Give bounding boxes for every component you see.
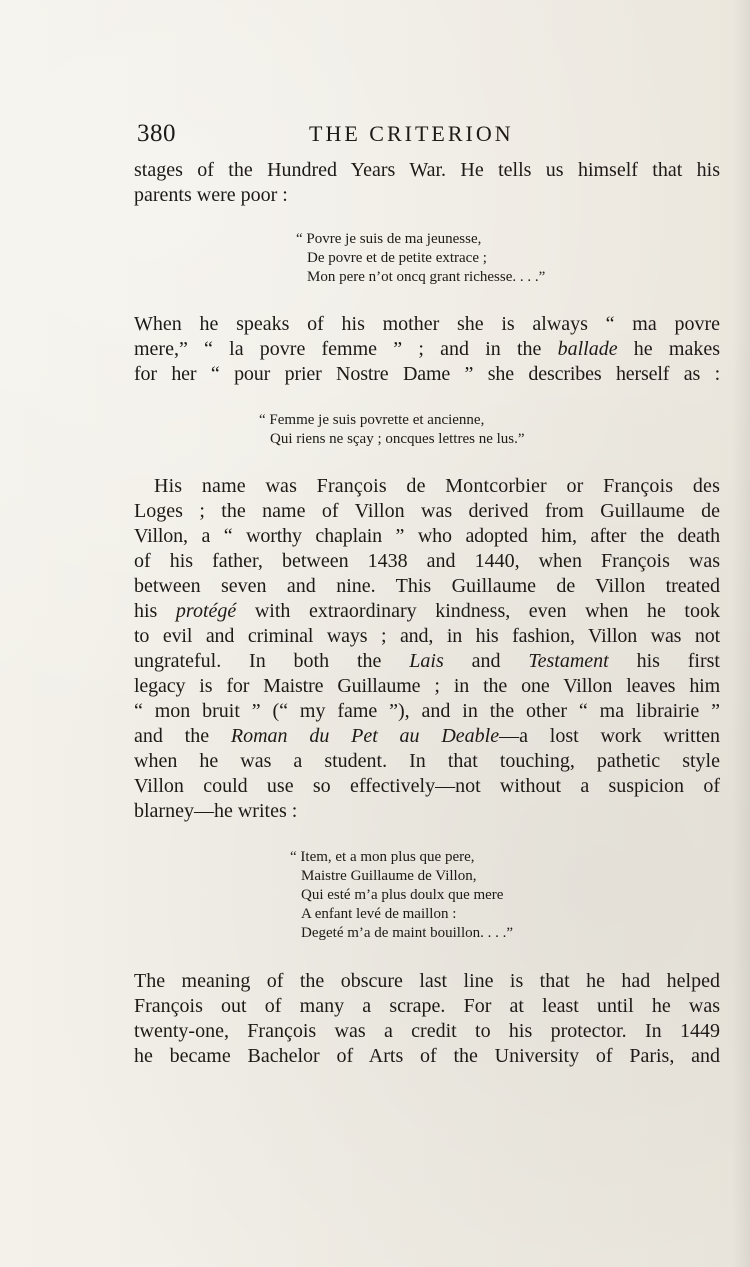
verse-quote-3: [290, 848, 513, 943]
paragraph-3-line-10: “ mon bruit ” (“ my fame ”), and in the other “ ma librairie ”: [134, 700, 720, 722]
paragraph-3-line-4: of his father, between 1438 and 1440, when François was: [134, 550, 720, 572]
paragraph-3-line-8-text-before: ungrateful. In both the: [134, 650, 410, 672]
protege-italic: protégé: [175, 600, 237, 622]
paragraph-3-line-14: blarney—he writes :: [134, 800, 298, 822]
verse-quote-1-line-1: “ Povre je suis de ma jeunesse,: [296, 231, 482, 247]
paragraph-2-line-2-text-after: he makes: [617, 338, 720, 360]
paragraph-1: [134, 158, 720, 208]
verse-quote-3-line-5: Degeté m’a de maint bouillon. . . .”: [301, 925, 514, 941]
paragraph-3-line-11-text-after: —a lost work written: [499, 725, 720, 747]
paragraph-3-line-12: when he was a student. In that touching, pathetic style: [134, 750, 720, 772]
roman-du-pet-au-deable-italic: Roman du Pet au Deable: [230, 725, 500, 747]
paragraph-3-line-8: [134, 649, 720, 674]
paragraph-3-line-2: Loges ; the name of Villon was derived from Guillaume de: [134, 500, 720, 522]
paragraph-4-line-1: The meaning of the obscure last line is that he had helped: [134, 970, 720, 992]
testament-italic: Testament: [528, 650, 609, 672]
paragraph-3-line-9: legacy is for Maistre Guillaume ; in the one Villon leaves him: [134, 675, 720, 697]
paragraph-2-line-3: for her “ pour prier Nostre Dame ” she describes herself as :: [134, 363, 720, 385]
paragraph-3-line-6-text-before: his: [134, 600, 176, 622]
verse-quote-1-line-3: Mon pere n’ot oncq grant richesse. . . .”: [307, 269, 546, 285]
paragraph-3-line-11-text-before: and the: [134, 725, 231, 747]
paragraph-3-line-8-text-middle: and: [443, 650, 529, 672]
paragraph-1-line-1: stages of the Hundred Years War. He tells us himself that his: [134, 159, 720, 181]
verse-quote-3-line-1: “ Item, et a mon plus que pere,: [290, 849, 475, 865]
paragraph-3-line-6: [134, 599, 720, 624]
paragraph-1-line-2: parents were poor :: [134, 184, 288, 206]
verse-quote-3-line-4: A enfant levé de maillon :: [301, 906, 457, 922]
paragraph-3-line-1: His name was François de Montcorbier or François des: [154, 475, 720, 497]
paragraph-4: [134, 969, 720, 1069]
paragraph-3-line-13: Villon could use so effectively—not without a suspicion of: [134, 775, 720, 797]
paragraph-2-line-2-text-before: mere,” “ la povre femme ” ; and in the: [134, 338, 558, 360]
paragraph-4-line-2: François out of many a scrape. For at least until he was: [134, 995, 720, 1017]
verse-quote-1: [296, 230, 545, 287]
paragraph-2-line-1: When he speaks of his mother she is always “ ma povre: [134, 313, 720, 335]
verse-quote-2-line-2: Qui riens ne sçay ; oncques lettres ne lus.”: [270, 431, 525, 447]
paragraph-3: [134, 474, 720, 824]
paragraph-3-line-11: [134, 724, 720, 749]
lais-italic: Lais: [409, 650, 444, 672]
running-title: THE CRITERION: [309, 121, 514, 146]
paragraph-3-line-5: between seven and nine. This Guillaume de Villon treated: [134, 575, 720, 597]
verse-quote-2: [259, 411, 525, 449]
paragraph-4-line-4: he became Bachelor of Arts of the University of Paris, and: [134, 1045, 720, 1067]
paragraph-3-line-8-text-after: his first: [608, 650, 720, 672]
paragraph-3-line-3: Villon, a “ worthy chaplain ” who adopted him, after the death: [134, 525, 720, 547]
paragraph-3-line-7: to evil and criminal ways ; and, in his fashion, Villon was not: [134, 625, 720, 647]
paragraph-3-line-6-text-after: with extraordinary kindness, even when he took: [236, 600, 720, 622]
paragraph-2: [134, 312, 720, 387]
page-edge-shadow: [732, 0, 750, 1267]
ballade-italic: ballade: [557, 338, 618, 360]
verse-quote-2-line-1: “ Femme je suis povrette et ancienne,: [259, 412, 485, 428]
paragraph-2-line-2: [134, 337, 720, 362]
verse-quote-3-line-3: Qui esté m’a plus doulx que mere: [301, 887, 504, 903]
paragraph-4-line-3: twenty-one, François was a credit to his protector. In 1449: [134, 1020, 720, 1042]
page-number: 380: [137, 120, 176, 147]
verse-quote-1-line-2: De povre et de petite extrace ;: [307, 250, 487, 266]
page-header: [137, 120, 721, 152]
verse-quote-3-line-2: Maistre Guillaume de Villon,: [301, 868, 477, 884]
